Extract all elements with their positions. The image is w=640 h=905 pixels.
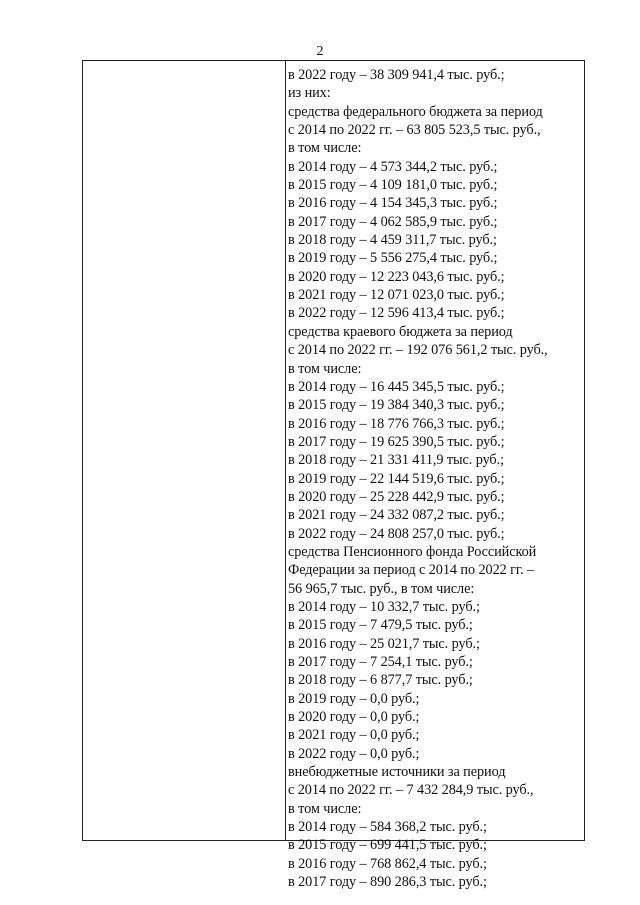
text-line: с 2014 по 2022 гг. – 7 432 284,9 тыс. руб., (288, 782, 534, 799)
text-line: в 2020 году – 25 228 442,9 тыс. руб.; (288, 488, 505, 505)
text-line: в 2015 году – 19 384 340,3 тыс. руб.; (288, 397, 505, 414)
text-line: в 2017 году – 890 286,3 тыс. руб.; (288, 874, 487, 891)
text-line: в 2022 году – 38 309 941,4 тыс. руб.; (288, 67, 505, 83)
text-line: в 2014 году – 4 573 344,2 тыс. руб.; (288, 158, 498, 175)
text-line: в том числе: (288, 800, 362, 817)
text-line: в 2015 году – 699 441,5 тыс. руб.; (288, 837, 487, 854)
text-line: в 2014 году – 16 445 345,5 тыс. руб.; (288, 378, 505, 395)
text-line: в 2016 году – 18 776 766,3 тыс. руб.; (288, 415, 505, 432)
text-line: в 2022 году – 24 808 257,0 тыс. руб.; (288, 525, 505, 542)
text-line: из них: (288, 85, 331, 102)
table-right-cell (288, 66, 583, 891)
text-line: с 2014 по 2022 гг. – 63 805 523,5 тыс. руб., (288, 122, 541, 139)
text-line: внебюджетные источники за период (288, 764, 506, 781)
text-line: в 2019 году – 5 556 275,4 тыс. руб.; (288, 250, 498, 267)
text-line: в 2019 году – 22 144 519,6 тыс. руб.; (288, 470, 505, 487)
text-line: в 2021 году – 24 332 087,2 тыс. руб.; (288, 507, 505, 524)
text-line: в 2016 году – 768 862,4 тыс. руб.; (288, 855, 487, 872)
text-line: 56 965,7 тыс. руб., в том числе: (288, 580, 475, 597)
text-line: средства Пенсионного фонда Российской (288, 543, 537, 560)
text-line: в 2015 году – 7 479,5 тыс. руб.; (288, 617, 473, 634)
text-line: в 2021 году – 0,0 руб.; (288, 727, 420, 744)
text-line: в 2018 году – 4 459 311,7 тыс. руб.; (288, 232, 497, 249)
text-line: в 2019 году – 0,0 руб.; (288, 690, 420, 707)
text-line: в 2020 году – 0,0 руб.; (288, 709, 420, 726)
text-line: в 2018 году – 21 331 411,9 тыс. руб.; (288, 452, 504, 469)
text-line: в 2016 году – 25 021,7 тыс. руб.; (288, 635, 480, 652)
text-line: в 2014 году – 584 368,2 тыс. руб.; (288, 819, 487, 836)
text-line: в 2017 году – 7 254,1 тыс. руб.; (288, 654, 473, 670)
text-line: в 2015 году – 4 109 181,0 тыс. руб.; (288, 177, 498, 194)
table-frame (82, 60, 585, 891)
text-line: в том числе: (288, 360, 362, 377)
text-line: с 2014 по 2022 гг. – 192 076 561,2 тыс. руб., (288, 342, 548, 359)
text-line: в том числе: (288, 140, 362, 157)
column-divider (285, 61, 286, 840)
text-line: в 2022 году – 0,0 руб.; (288, 745, 420, 762)
text-line: Федерации за период с 2014 по 2022 гг. – (288, 562, 535, 579)
text-line: средства краевого бюджета за период (288, 323, 513, 340)
table-left-cell (83, 61, 285, 840)
text-line: в 2020 году – 12 223 043,6 тыс. руб.; (288, 268, 505, 285)
text-line: средства федерального бюджета за период (288, 103, 543, 120)
text-line: в 2017 году – 19 625 390,5 тыс. руб.; (288, 433, 505, 450)
text-line: в 2022 году – 12 596 413,4 тыс. руб.; (288, 305, 505, 322)
text-line: в 2014 году – 10 332,7 тыс. руб.; (288, 598, 480, 615)
text-line: в 2017 году – 4 062 585,9 тыс. руб.; (288, 213, 498, 230)
page-number: 2 (316, 44, 324, 59)
text-line: в 2018 году – 6 877,7 тыс. руб.; (288, 672, 473, 689)
text-line: в 2016 году – 4 154 345,3 тыс. руб.; (288, 195, 498, 212)
text-line: в 2021 году – 12 071 023,0 тыс. руб.; (288, 287, 505, 304)
